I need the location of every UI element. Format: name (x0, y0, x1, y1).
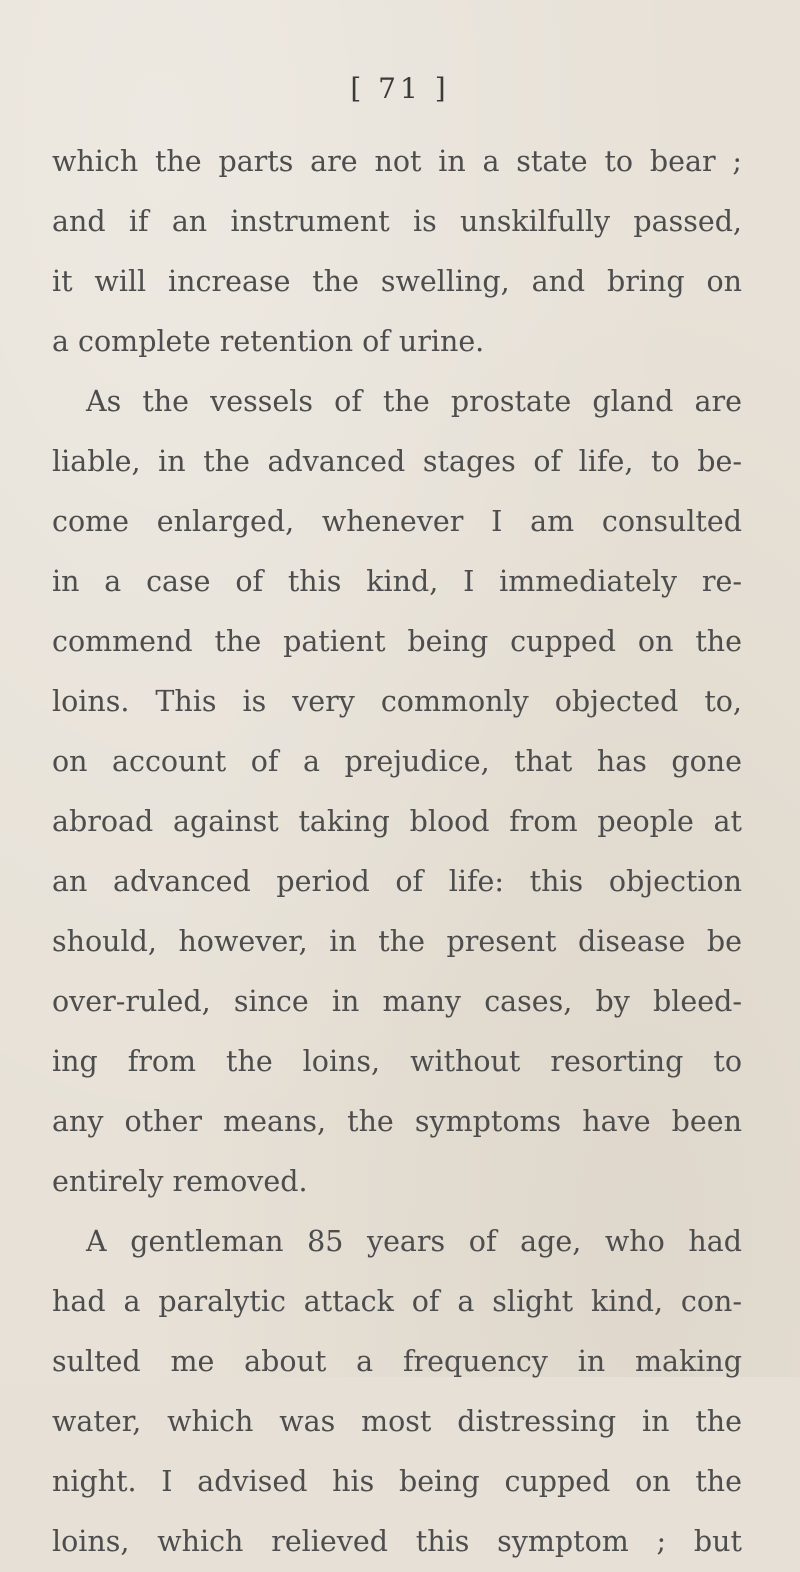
text-line: and if an instrument is unskilfully passed, (52, 205, 742, 238)
text-line: A gentleman 85 years of age, who had (86, 1225, 742, 1258)
text-line: As the vessels of the prostate gland are (86, 385, 742, 418)
text-line: liable, in the advanced stages of life, to be- (52, 445, 742, 478)
text-line: it will increase the swelling, and bring on (52, 265, 742, 298)
text-line: over-ruled, since in many cases, by bleed- (52, 985, 742, 1018)
text-line: abroad against taking blood from people at (52, 805, 742, 838)
text-line: an advanced period of life: this objection (52, 865, 742, 898)
text-line: should, however, in the present disease be (52, 925, 742, 958)
page-number: [ 71 ] (350, 72, 450, 105)
text-line: commend the patient being cupped on the (52, 625, 742, 658)
text-line: come enlarged, whenever I am consulted (52, 505, 742, 538)
text-line: in a case of this kind, I immediately re- (52, 565, 742, 598)
text-line: water, which was most distressing in the (52, 1405, 742, 1438)
text-line: a complete retention of urine. (52, 325, 485, 358)
text-line: sulted me about a frequency in making (52, 1345, 742, 1378)
text-line: loins, which relieved this symptom ; but (52, 1525, 742, 1558)
text-line: which the parts are not in a state to bear ; (52, 145, 742, 178)
text-line: entirely removed. (52, 1165, 308, 1198)
text-line: night. I advised his being cupped on the (52, 1465, 742, 1498)
text-line: any other means, the symptoms have been (52, 1105, 742, 1138)
text-line: on account of a prejudice, that has gone (52, 745, 742, 778)
text-line: loins. This is very commonly objected to, (52, 685, 742, 718)
text-line: had a paralytic attack of a slight kind, con- (52, 1285, 742, 1318)
text-line: ing from the loins, without resorting to (52, 1045, 742, 1078)
